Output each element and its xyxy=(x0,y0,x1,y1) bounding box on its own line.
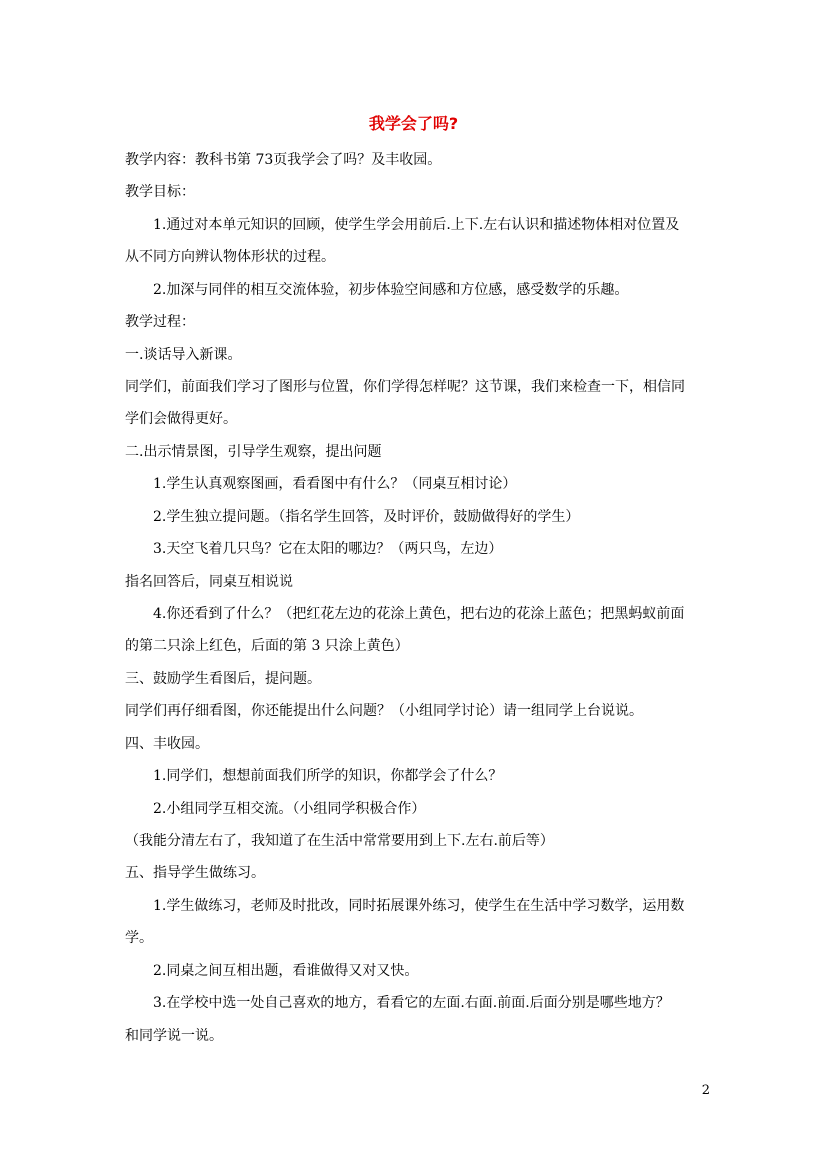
text-line: 1.学生做练习，老师及时批改，同时拓展课外练习，使学生在生活中学习数学，运用数 xyxy=(153,898,685,914)
text-line: 1.学生认真观察图画，看看图中有什么？（同桌互相讨论） xyxy=(153,476,517,492)
text-line: 2.学生独立提问题。（指名学生回答，及时评价，鼓励做得好的学生） xyxy=(153,509,580,525)
text-line: 教学过程： xyxy=(125,314,195,330)
page-number: 2 xyxy=(701,1083,710,1098)
text-line: 4.你还看到了什么？（把红花左边的花涂上黄色，把右边的花涂上蓝色；把黑蚂蚁前面 xyxy=(153,606,685,622)
text-line: 学。 xyxy=(125,930,153,946)
text-line: 二.出示情景图，引导学生观察，提出问题 xyxy=(125,444,382,460)
text-line: 一.谈话导入新课。 xyxy=(125,347,242,363)
text-line: 2.同桌之间互相出题，看谁做得又对又快。 xyxy=(153,963,419,979)
text-line: 教学内容：教科书第 73页我学会了吗？及丰收园。 xyxy=(125,152,442,168)
text-line: 四、丰收园。 xyxy=(125,736,209,752)
text-line: 1.通过对本单元知识的回顾，使学生学会用前后.上下.左右认识和描述物体相对位置及 xyxy=(153,217,680,233)
text-line: 2.加深与同伴的相互交流体验，初步体验空间感和方位感，感受数学的乐趣。 xyxy=(153,282,629,298)
text-line: 三、鼓励学生看图后，提问题。 xyxy=(125,671,321,687)
text-line: 教学目标： xyxy=(125,184,195,200)
text-line: 2.小组同学互相交流。（小组同学积极合作） xyxy=(153,801,426,817)
text-line: 五、指导学生做练习。 xyxy=(125,865,265,881)
text-line: 同学们再仔细看图，你还能提出什么问题？（小组同学讨论）请一组同学上台说说。 xyxy=(125,703,643,719)
text-line: 3.天空飞着几只鸟？它在太阳的哪边？（两只鸟，左边） xyxy=(153,541,503,557)
text-line: 指名回答后，同桌互相说说 xyxy=(125,574,293,590)
text-line: 3.在学校中选一处自己喜欢的地方，看看它的左面.右面.前面.后面分别是哪些地方？ xyxy=(153,995,670,1011)
text-line: 学们会做得更好。 xyxy=(125,411,237,427)
text-line: 从不同方向辨认物体形状的过程。 xyxy=(125,249,335,265)
text-line: 1.同学们，想想前面我们所学的知识，你都学会了什么？ xyxy=(153,768,503,784)
page-title: 我学会了吗? xyxy=(368,114,459,133)
text-line: 和同学说一说。 xyxy=(125,1028,223,1044)
text-line: （我能分清左右了，我知道了在生活中常常要用到上下.左右.前后等） xyxy=(125,833,554,849)
text-line: 的第二只涂上红色，后面的第 3 只涂上黄色） xyxy=(125,638,409,654)
text-line: 同学们，前面我们学习了图形与位置，你们学得怎样呢？这节课，我们来检查一下，相信同 xyxy=(125,379,685,395)
